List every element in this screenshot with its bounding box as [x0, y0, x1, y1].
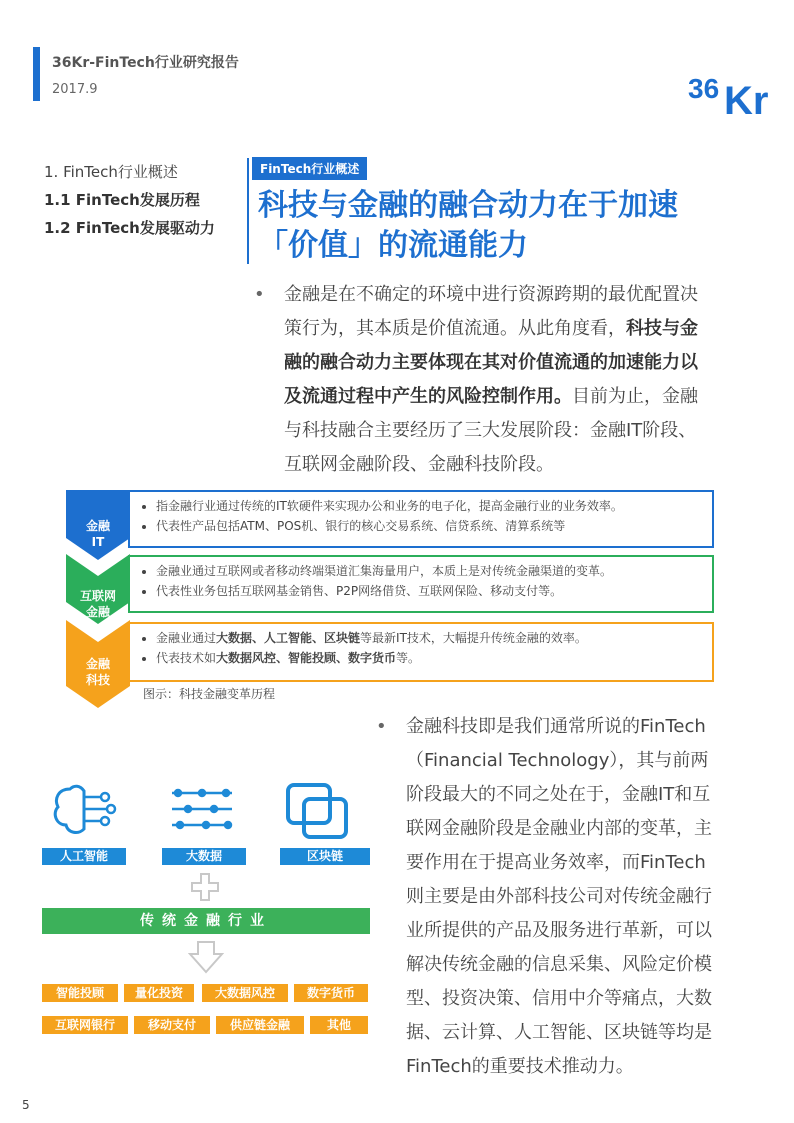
paragraph-fintech	[376, 710, 722, 1084]
paragraph-text: 目前为止，金融与科技融合主要经历了三大发展阶段：金融IT阶段、互联网金融阶段、金融科技阶段。	[284, 386, 698, 475]
app-tag: 数字货币	[294, 984, 368, 1002]
svg-text:Kr: Kr	[724, 79, 769, 122]
toc-item-current[interactable]: 1.1 FinTech发展历程	[44, 191, 200, 209]
industry-bar: 传统金融行业	[42, 908, 370, 934]
header-accent-bar	[33, 47, 40, 101]
app-tag: 移动支付	[134, 1016, 210, 1034]
arrow-down-icon	[188, 940, 224, 974]
stage-bullet: • 金融业通过大数据、人工智能、区块链等最新IT技术，大幅提升传统金融的效率。	[156, 628, 704, 648]
stage-box-internet-finance	[128, 555, 714, 613]
stage-box-fintech	[128, 622, 714, 682]
stage-label: 科技	[85, 673, 111, 687]
tech-label: 人工智能	[42, 848, 126, 865]
app-tag: 供应链金融	[216, 1016, 304, 1034]
big-data-icon	[168, 781, 236, 841]
paragraph-emphasis: 科技与金融的融合动力主要体现在其对价值流通的加速能力以及流通过程中产生的风险控制作用。	[284, 318, 698, 407]
bullet-icon: •	[254, 284, 265, 305]
stage-bullet: • 金融业通过互联网或者移动终端渠道汇集海量用户，本质上是对传统金融渠道的变革。	[156, 561, 704, 581]
36kr-logo	[688, 64, 770, 122]
headline-line: 「价值」的流通能力	[258, 228, 528, 263]
stage-bullet: • 代表技术如大数据风控、智能投顾、数字货币等。	[156, 648, 704, 668]
app-tag: 其他	[310, 1016, 368, 1034]
app-tag: 互联网银行	[42, 1016, 128, 1034]
report-title: 36Kr-FinTech行业研究报告	[52, 55, 239, 71]
stage-bullet: • 指金融行业通过传统的IT软硬件来实现办公和业务的电子化，提高金融行业的业务效率。	[156, 496, 704, 516]
stage-chevrons	[66, 490, 130, 712]
stage-box-it	[128, 490, 714, 548]
stage-label: IT	[91, 535, 105, 549]
stage-bullet: • 代表性业务包括互联网基金销售、P2P网络借贷、互联网保险、移动支付等。	[156, 581, 704, 601]
svg-text:36: 36	[688, 73, 720, 104]
app-tag: 量化投资	[124, 984, 194, 1002]
stage-bullet: • 代表性产品包括ATM、POS机、银行的核心交易系统、信贷系统、清算系统等	[156, 516, 704, 536]
tech-label: 区块链	[280, 848, 370, 865]
toc-item[interactable]: 1.2 FinTech发展驱动力	[44, 219, 215, 237]
bullet-icon: •	[376, 716, 387, 737]
tech-label: 大数据	[162, 848, 246, 865]
stage-label: 金融	[85, 605, 111, 619]
paragraph-intro	[254, 278, 714, 482]
toc-item[interactable]: 1. FinTech行业概述	[44, 163, 178, 181]
app-tag: 大数据风控	[202, 984, 288, 1002]
report-date: 2017.9	[52, 82, 98, 97]
stage-label: 金融	[85, 657, 111, 671]
section-tag: FinTech行业概述	[252, 157, 367, 180]
stage-label: 金融	[85, 519, 111, 533]
blockchain-icon	[284, 781, 352, 841]
page-number: 5	[22, 1098, 30, 1112]
page-headline	[258, 186, 778, 266]
figure-caption: 图示：科技金融变革历程	[143, 687, 276, 701]
table-of-contents	[44, 158, 215, 242]
headline-line: 科技与金融的融合动力在于加速	[258, 188, 678, 223]
paragraph-text: 金融科技即是我们通常所说的FinTech（Financial Technology），其与前两阶段最大的不同之处在于，金融IT和互联网金融阶段是金融业内部的变革，主要作用在于提高业务效率，而FinTech则主要是由外部科技公司对传统金融行业所提供的产品及服务进行革新，可以解决传统金融的信息采集、风险定价模型、投资决策、信用中介等痛点，大数据、云计算、人工智能、区块链等均是FinTech的重要技术推动力。	[406, 716, 712, 1077]
plus-icon	[190, 872, 220, 902]
stage-label: 互联网	[79, 589, 117, 603]
paragraph-text: 金融是在不确定的环境中进行资源跨期的最优配置决策行为，其本质是价值流通。从此角度看，	[284, 284, 698, 339]
brain-icon	[50, 781, 118, 841]
app-tag: 智能投顾	[42, 984, 118, 1002]
section-divider	[247, 158, 249, 264]
